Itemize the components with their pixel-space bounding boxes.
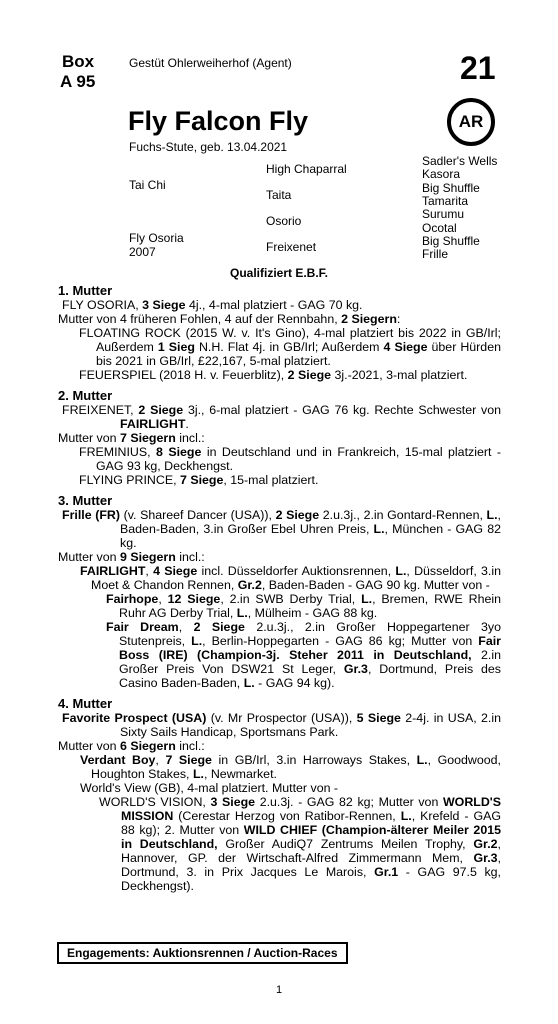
ar-badge-label: AR	[458, 112, 484, 131]
pedigree-g6: Ocotal	[422, 221, 457, 235]
pedigree-g5: Surumu	[422, 207, 465, 221]
section-4-grand-offspring-1: WORLD'S VISION, 3 Siege 2.u.3j. - GAG 82 kg; Mutter von WORLD'S MISSION (Cerestar Herzog von Ratibor-Rennen, L., Krefeld - GAG 88 kg); 2. Mutter von WILD CHIEF (Champion-älterer Meiler 2015 in Deutschland, Großer AudiQ7 Zentrums Meilen Trophy, Gr.2, Hannover, GP. der Wirtschaft-Alfred Zimmermann Mem, Gr.3, Dortmund, 3. in Prix Jacques Le Marois, Gr.1 - GAG 97.5 kg, Deckhengst).	[99, 795, 501, 893]
box-number: A 95	[60, 72, 96, 91]
pedigree-sire-sire: High Chaparral	[266, 162, 347, 176]
pedigree-g2: Kasora	[422, 167, 461, 181]
section-2-offspring-2: FLYING PRINCE, 7 Siege, 15-mal platziert.	[79, 473, 319, 487]
pedigree-g1: Sadler's Wells	[422, 154, 498, 168]
section-2-offspring-1: FREMINIUS, 8 Siege in Deutschland und in Frankreich, 15-mal platziert - GAG 93 kg, Deckhengst.	[79, 445, 501, 473]
section-1-produce: Mutter von 4 früheren Fohlen, 4 auf der Rennbahn, 2 Siegern:	[58, 312, 401, 326]
section-4-title: 4. Mutter	[58, 696, 113, 711]
section-3-dam: Frille (FR) (v. Shareef Dancer (USA)), 2 Siege 2.u.3j., 2.in Gontard-Rennen, L., Baden-Baden, 3.in Großer Ebel Uhren Preis, L., München - GAG 82 kg.	[62, 508, 501, 550]
section-2-produce: Mutter von 7 Siegern incl.:	[58, 431, 205, 445]
section-4-offspring-2: World's View (GB), 4-mal platziert. Mutter von -	[80, 781, 339, 795]
pedigree-g4: Tamarita	[422, 194, 469, 208]
section-4-dam: Favorite Prospect (USA) (v. Mr Prospector (USA)), 5 Siege 2-4j. in USA, 2.in Sixty Sails Handicap, Sportsmans Park.	[62, 711, 501, 739]
section-1-offspring-2: FEUERSPIEL (2018 H. v. Feuerblitz), 2 Siege 3j.-2021, 3-mal platziert.	[79, 368, 468, 382]
lot-number: 21	[460, 50, 496, 86]
section-2-dam: FREIXENET, 2 Siege 3j., 6-mal platziert - GAG 76 kg. Rechte Schwester von FAIRLIGHT.	[62, 403, 502, 431]
section-1-offspring-1: FLOATING ROCK (2015 W. v. It's Gino), 4-mal platziert bis 2022 in GB/Irl; Außerdem 1 Sieg N.H. Flat 4j. in GB/Irl; Außerdem 4 Siege über Hürden bis 2021 in GB/Irl, £22,167, 5-mal platziert.	[79, 326, 501, 368]
box-label: Box	[62, 52, 95, 71]
pedigree-sire-dam: Taita	[266, 188, 292, 202]
pedigree-dam-sire: Osorio	[266, 214, 302, 228]
page-number: 1	[275, 984, 283, 996]
catalogue-body	[58, 284, 501, 893]
box-label-block	[60, 52, 95, 92]
section-3-produce: Mutter von 9 Siegern incl.:	[58, 550, 205, 564]
section-3-grand-offspring-1: Fairhope, 12 Siege, 2.in SWB Derby Trial, L., Bremen, RWE Rhein Ruhr AG Derby Trial, L., Mülheim - GAG 88 kg.	[106, 592, 501, 620]
horse-description: Fuchs-Stute, geb. 13.04.2021	[129, 140, 288, 154]
agent: Gestüt Ohlerweiherhof (Agent)	[129, 56, 292, 70]
pedigree-dam-dam: Freixenet	[266, 240, 317, 254]
section-3-grand-offspring-2: Fair Dream, 2 Siege 2.u.3j., 2.in Großer Hoppegartener 3yo Stutenpreis, L., Berlin-Hoppegarten - GAG 86 kg; Mutter von Fair Boss (IRE) (Champion-3j. Steher 2011 in Deutschland, 2.in Großer Preis Von DSW21 St Leger, Gr.3, Dortmund, Preis des Casino Baden-Baden, L. - GAG 94 kg).	[106, 620, 502, 690]
pedigree-g7: Big Shuffle	[422, 234, 480, 248]
pedigree-g8: Frille	[422, 247, 448, 261]
section-2-title: 2. Mutter	[58, 388, 113, 403]
section-3-title: 3. Mutter	[58, 493, 113, 508]
engagements-box: Engagements: Auktionsrennen / Auction-Races	[57, 942, 348, 964]
pedigree-dam: Fly Osoria	[129, 231, 184, 245]
section-1-title: 1. Mutter	[58, 283, 113, 298]
ar-badge	[447, 98, 495, 146]
horse-name: Fly Falcon Fly	[128, 106, 309, 136]
section-4-produce: Mutter von 6 Siegern incl.:	[58, 739, 205, 753]
pedigree-sire: Tai Chi	[129, 178, 166, 192]
section-1-dam: FLY OSORIA, 3 Siege 4j., 4-mal platziert - GAG 70 kg.	[62, 298, 363, 312]
pedigree-g3: Big Shuffle	[422, 181, 480, 195]
section-3-offspring-1: FAIRLIGHT, 4 Siege incl. Düsseldorfer Auktionsrennen, L., Düsseldorf, 3.in Moet & Chandon Rennen, Gr.2, Baden-Baden - GAG 90 kg. Mutter von -	[80, 564, 501, 592]
section-4-offspring-1: Verdant Boy, 7 Siege in GB/Irl, 3.in Harroways Stakes, L., Goodwood, Houghton Stakes, L., Newmarket.	[80, 753, 501, 781]
qualification: Qualifiziert E.B.F.	[229, 266, 328, 280]
pedigree-dam-year: 2007	[129, 245, 156, 259]
